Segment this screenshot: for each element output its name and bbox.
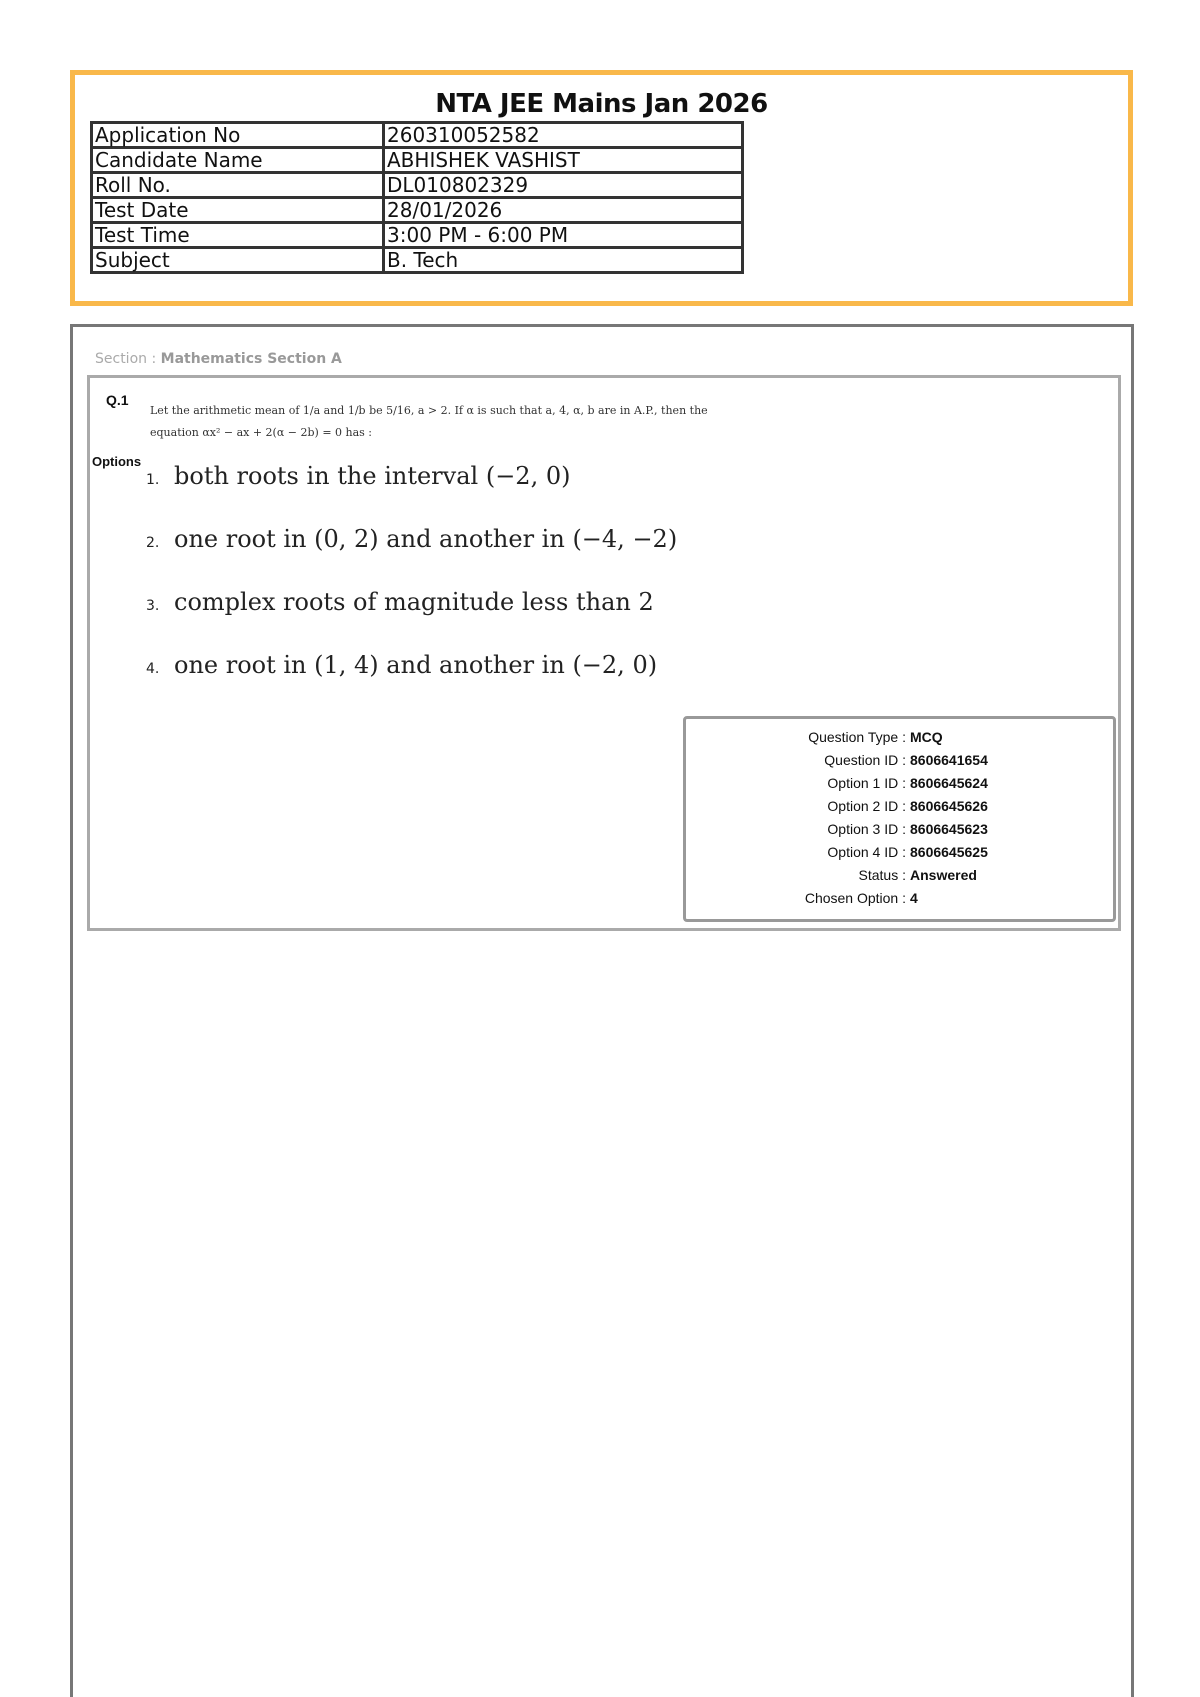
option-number: 1.	[146, 472, 160, 488]
option-2	[146, 525, 677, 553]
meta-label: Question ID :	[824, 752, 906, 768]
info-row	[92, 173, 743, 198]
option-text: complex roots of magnitude less than 2	[174, 588, 654, 616]
option-number: 2.	[146, 535, 160, 551]
info-label: Test Time	[92, 223, 384, 248]
meta-row	[686, 775, 988, 793]
question-number: Q.1	[106, 392, 129, 408]
option-number: 4.	[146, 661, 160, 677]
info-row	[92, 198, 743, 223]
meta-value: 4	[910, 890, 918, 906]
meta-label: Option 3 ID :	[827, 821, 906, 837]
meta-label: Option 2 ID :	[827, 798, 906, 814]
options-label: Options	[92, 454, 142, 469]
question-meta-box	[683, 716, 1116, 922]
meta-row	[686, 729, 943, 747]
meta-value: 8606645625	[910, 844, 988, 860]
info-label: Subject	[92, 248, 384, 273]
option-number: 3.	[146, 598, 160, 614]
question-text-line: Let the arithmetic mean of 1/a and 1/b be 5/16, a > 2. If α is such that a, 4, α, b are in A.P., then the	[150, 404, 708, 417]
option-1	[146, 462, 570, 490]
info-value: 260310052582	[384, 123, 743, 148]
exam-title: NTA JEE Mains Jan 2026	[435, 89, 768, 119]
info-value: 3:00 PM - 6:00 PM	[384, 223, 743, 248]
meta-value: Answered	[910, 867, 977, 883]
meta-label: Question Type :	[808, 729, 906, 745]
option-text: one root in (1, 4) and another in (−2, 0)	[174, 651, 658, 679]
meta-row	[686, 798, 988, 816]
info-row	[92, 148, 743, 173]
option-3	[146, 588, 654, 616]
meta-value: 8606641654	[910, 752, 988, 768]
meta-value: MCQ	[910, 729, 943, 745]
meta-row	[686, 890, 918, 908]
option-text: both roots in the interval (−2, 0)	[174, 462, 571, 490]
option-4	[146, 651, 657, 679]
meta-label: Option 1 ID :	[827, 775, 906, 791]
info-row	[92, 123, 743, 148]
info-value: 28/01/2026	[384, 198, 743, 223]
info-label: Candidate Name	[92, 148, 384, 173]
info-value: B. Tech	[384, 248, 743, 273]
info-label: Test Date	[92, 198, 384, 223]
question-box	[87, 375, 1121, 931]
section-label	[95, 351, 342, 367]
meta-label: Option 4 ID :	[827, 844, 906, 860]
meta-label: Chosen Option :	[804, 890, 906, 906]
section-name: Mathematics Section A	[160, 351, 342, 367]
candidate-header	[70, 70, 1133, 306]
meta-row	[686, 867, 977, 885]
info-row	[92, 223, 743, 248]
meta-row	[686, 844, 988, 862]
meta-label: Status :	[858, 867, 906, 883]
meta-value: 8606645624	[910, 775, 988, 791]
info-value: DL010802329	[384, 173, 743, 198]
meta-row	[686, 752, 988, 770]
meta-row	[686, 821, 988, 839]
question-panel	[70, 324, 1134, 1697]
meta-value: 8606645626	[910, 798, 988, 814]
question-text-line: equation αx² − ax + 2(α − 2b) = 0 has :	[150, 426, 373, 439]
question-text	[150, 400, 750, 444]
candidate-info-table	[90, 121, 744, 274]
option-text: one root in (0, 2) and another in (−4, −2)	[174, 525, 678, 553]
info-row	[92, 248, 743, 273]
meta-value: 8606645623	[910, 821, 988, 837]
info-label: Application No	[92, 123, 384, 148]
section-prefix: Section :	[95, 351, 157, 367]
info-value: ABHISHEK VASHIST	[384, 148, 743, 173]
info-label: Roll No.	[92, 173, 384, 198]
